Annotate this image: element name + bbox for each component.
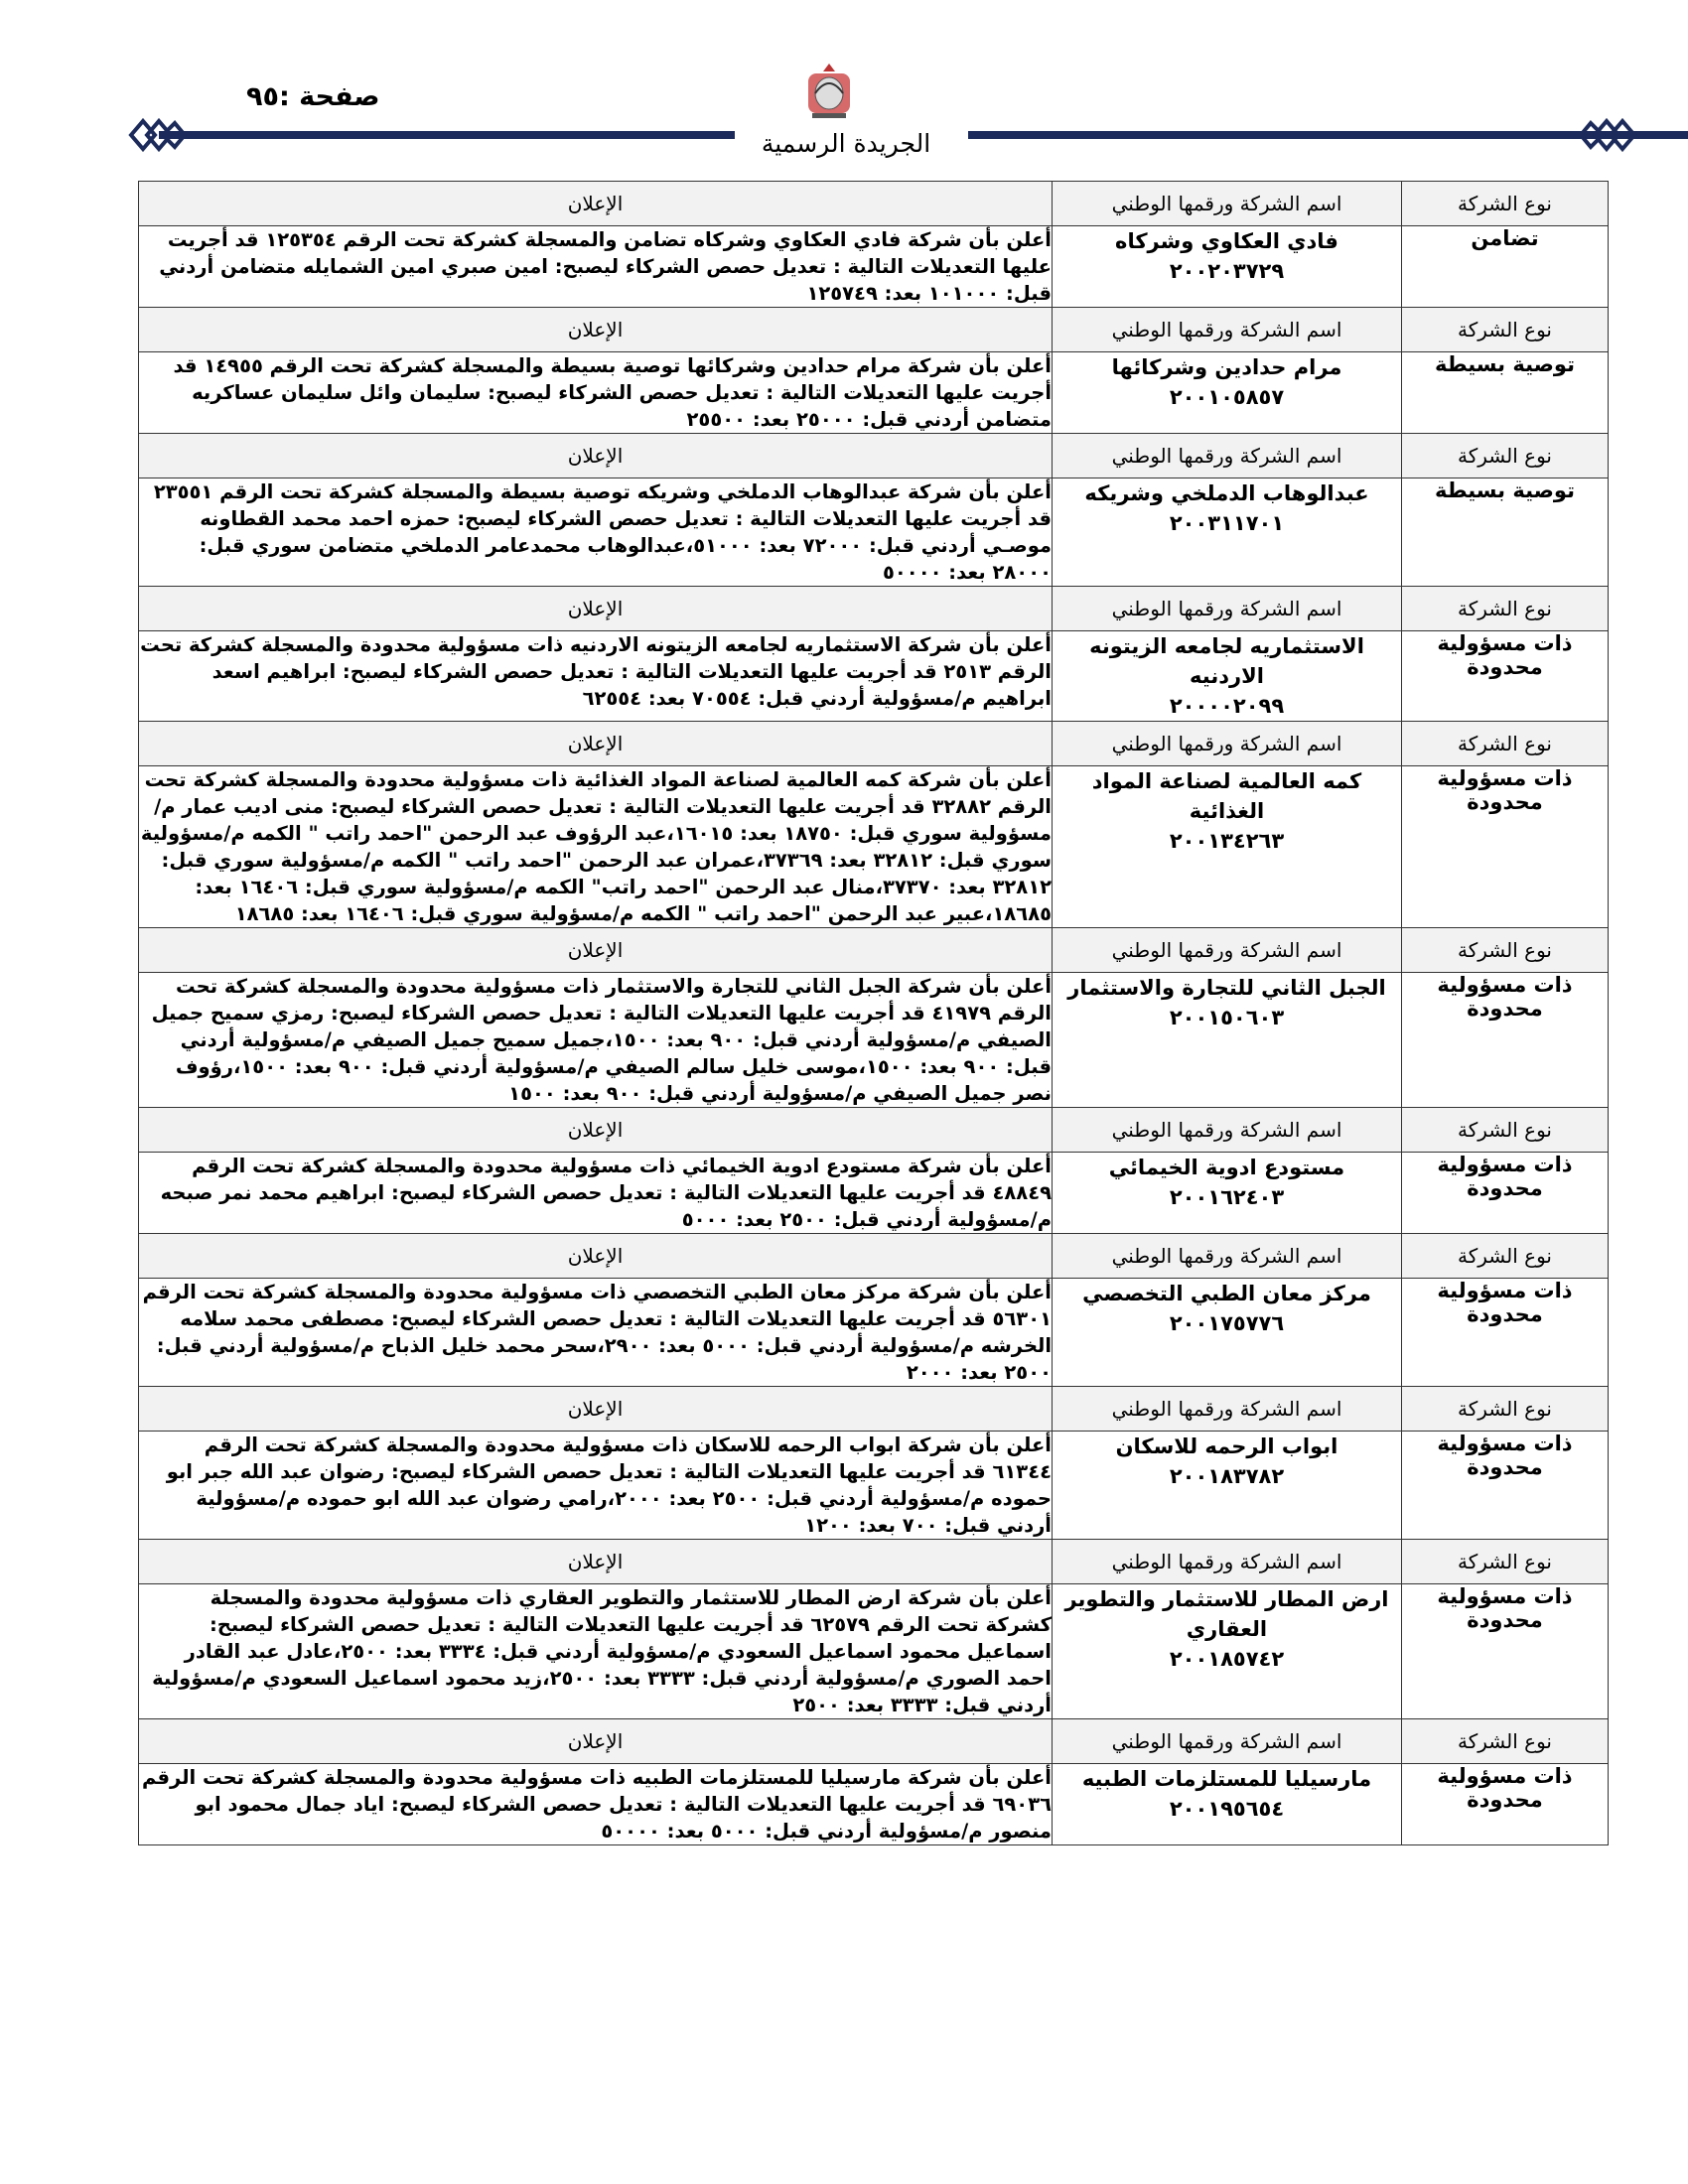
announcement-text: أعلن بأن شركة ارض المطار للاستثمار والتطوير العقاري ذات مسؤولية محدودة والمسجلة كشركة تحت الرقم ٦٢٥٧٩ قد أجريت عليها التعديلات التالية : تعديل حصص الشركاء ليصبح: اسماعيل محمود اسماعيل السعودي م/مسؤولية أردني قبل: ٣٣٣٤ بعد: ٢٥٠٠،عادل عبد القادر احمد الصوري م/مسؤولية أردني قبل: ٣٣٣٣ بعد: ٢٥٠٠،زيد محمود اسماعيل السعودي م/مسؤولية أردني قبل: ٣٣٣٣ بعد: ٢٥٠٠ — [139, 1584, 1053, 1719]
company-type: ذات مسؤولية محدودة — [1402, 631, 1609, 722]
company-name: مركز معان الطبي التخصصي — [1082, 1282, 1371, 1305]
table-header-row — [139, 722, 1609, 766]
company-name: ابواب الرحمه للاسكان — [1115, 1434, 1338, 1458]
column-header-type: نوع الشركة — [1402, 1387, 1609, 1432]
table-row — [139, 766, 1609, 928]
table-row — [139, 478, 1609, 587]
announcement-text: أعلن بأن شركة مركز معان الطبي التخصصي ذات مسؤولية محدودة والمسجلة كشركة تحت الرقم ٥٦٣٠١ قد أجريت عليها التعديلات التالية : تعديل حصص الشركاء ليصبح: مصطفى محمد سلامه الخرشه م/مسؤولية أردني قبل: ٥٠٠٠ بعد: ٢٩٠٠،سحر محمد خليل الذباح م/مسؤولية أردني قبل: ٢٥٠٠ بعد: ٢٠٠٠ — [139, 1279, 1053, 1387]
company-type: تضامن — [1402, 226, 1609, 308]
company-type: ذات مسؤولية محدودة — [1402, 1279, 1609, 1387]
table-header-row — [139, 1108, 1609, 1153]
column-header-announcement: الإعلان — [139, 308, 1053, 352]
table-header-row — [139, 434, 1609, 478]
column-header-name: اسم الشركة ورقمها الوطني — [1053, 1387, 1402, 1432]
table-header-row — [139, 182, 1609, 226]
column-header-type: نوع الشركة — [1402, 587, 1609, 631]
announcement-text: أعلن بأن شركة الاستثماريه لجامعه الزيتونه الاردنيه ذات مسؤولية محدودة والمسجلة كشركة تحت الرقم ٢٥١٣ قد أجريت عليها التعديلات التالية : تعديل حصص الشركاء ليصبح: ابراهيم اسعد ابراهيم م/مسؤولية أردني قبل: ٧٠٥٥٤ بعد: ٦٢٥٥٤ — [139, 631, 1053, 722]
table-header-row — [139, 308, 1609, 352]
gazette-title: الجريدة الرسمية — [761, 129, 931, 158]
national-id: ٢٠٠٣١١٧٠١ — [1169, 511, 1285, 535]
company-name: ارض المطار للاستثمار والتطوير العقاري — [1064, 1587, 1389, 1641]
national-id: ٢٠٠٠٠٢٠٩٩ — [1169, 694, 1285, 718]
column-header-name: اسم الشركة ورقمها الوطني — [1053, 1108, 1402, 1153]
table-row — [139, 226, 1609, 308]
company-name: كمه العالمية لصناعة المواد الغذائية — [1091, 769, 1362, 823]
announcement-text: أعلن بأن شركة مستودع ادوية الخيمائي ذات مسؤولية محدودة والمسجلة كشركة تحت الرقم ٤٨٨٤٩ قد أجريت عليها التعديلات التالية : تعديل حصص الشركاء ليصبح: ابراهيم محمد نمر صبحه م/مسؤولية أردني قبل: ٢٥٠٠ بعد: ٥٠٠٠ — [139, 1153, 1053, 1234]
table-row — [139, 1153, 1609, 1234]
column-header-type: نوع الشركة — [1402, 182, 1609, 226]
company-type: توصية بسيطة — [1402, 478, 1609, 587]
column-header-announcement: الإعلان — [139, 434, 1053, 478]
table-row — [139, 973, 1609, 1108]
national-id: ٢٠٠١٦٢٤٠٣ — [1169, 1185, 1285, 1209]
company-type: ذات مسؤولية محدودة — [1402, 973, 1609, 1108]
company-name-cell — [1053, 1279, 1402, 1387]
company-name-cell — [1053, 766, 1402, 928]
table-header-row — [139, 1719, 1609, 1764]
national-id: ٢٠٠١٨٥٧٤٢ — [1169, 1647, 1285, 1671]
ornament-knot-icon — [1579, 117, 1638, 153]
column-header-name: اسم الشركة ورقمها الوطني — [1053, 1540, 1402, 1584]
announcements-table — [139, 181, 1609, 1845]
announcement-text: أعلن بأن شركة ابواب الرحمه للاسكان ذات مسؤولية محدودة والمسجلة كشركة تحت الرقم ٦١٣٤٤ قد أجريت عليها التعديلات التالية : تعديل حصص الشركاء ليصبح: رضوان عبد الله جبر ابو حموده م/مسؤولية أردني قبل: ٢٥٠٠ بعد: ٢٠٠٠،رامي رضوان عبد الله ابو حموده م/مسؤولية أردني قبل: ٧٠٠ بعد: ١٢٠٠ — [139, 1432, 1053, 1540]
company-name-cell — [1053, 226, 1402, 308]
table-row — [139, 631, 1609, 722]
column-header-name: اسم الشركة ورقمها الوطني — [1053, 928, 1402, 973]
company-type: توصية بسيطة — [1402, 352, 1609, 434]
column-header-announcement: الإعلان — [139, 1719, 1053, 1764]
national-id: ٢٠٠١٥٠٦٠٣ — [1169, 1006, 1285, 1029]
company-type: ذات مسؤولية محدودة — [1402, 1153, 1609, 1234]
national-id: ٢٠٠١٧٥٧٧٦ — [1169, 1311, 1285, 1335]
company-type: ذات مسؤولية محدودة — [1402, 1584, 1609, 1719]
column-header-announcement: الإعلان — [139, 1387, 1053, 1432]
table-header-row — [139, 1540, 1609, 1584]
company-name: عبدالوهاب الدملخي وشريكه — [1084, 481, 1369, 505]
announcement-text: أعلن بأن شركة كمه العالمية لصناعة المواد الغذائية ذات مسؤولية محدودة والمسجلة كشركة تحت الرقم ٣٢٨٨٢ قد أجريت عليها التعديلات التالية : تعديل حصص الشركاء ليصبح: منى اديب عمار م/مسؤولية سوري قبل: ١٨٧٥٠ بعد: ١٦٠١٥،عبد الرؤوف عبد الرحمن "احمد راتب " الكمه م/مسؤولية سوري قبل: ٣٢٨١٢ بعد: ٣٧٣٦٩،عمران عبد الرحمن "احمد راتب " الكمه م/مسؤولية سوري قبل: ٣٢٨١٢ بعد: ٣٧٣٧٠،منال عبد الرحمن "احمد راتب" الكمه م/مسؤولية سوري قبل: ١٦٤٠٦ بعد: ١٨٦٨٥،عبير عبد الرحمن "احمد راتب " الكمه م/مسؤولية سوري قبل: ١٦٤٠٦ بعد: ١٨٦٨٥ — [139, 766, 1053, 928]
company-name-cell — [1053, 352, 1402, 434]
table-row — [139, 1584, 1609, 1719]
crest-icon — [794, 60, 864, 123]
column-header-name: اسم الشركة ورقمها الوطني — [1053, 1719, 1402, 1764]
company-name: الجبل الثاني للتجارة والاستثمار — [1067, 976, 1386, 1000]
column-header-type: نوع الشركة — [1402, 1108, 1609, 1153]
column-header-name: اسم الشركة ورقمها الوطني — [1053, 308, 1402, 352]
column-header-type: نوع الشركة — [1402, 1540, 1609, 1584]
column-header-name: اسم الشركة ورقمها الوطني — [1053, 587, 1402, 631]
company-name-cell — [1053, 1153, 1402, 1234]
column-header-type: نوع الشركة — [1402, 1719, 1609, 1764]
column-header-announcement: الإعلان — [139, 1540, 1053, 1584]
company-name-cell — [1053, 973, 1402, 1108]
table-row — [139, 1432, 1609, 1540]
column-header-type: نوع الشركة — [1402, 722, 1609, 766]
company-type: ذات مسؤولية محدودة — [1402, 766, 1609, 928]
announcement-text: أعلن بأن شركة الجبل الثاني للتجارة والاستثمار ذات مسؤولية محدودة والمسجلة كشركة تحت الرقم ٤١٩٧٩ قد أجريت عليها التعديلات التالية : تعديل حصص الشركاء ليصبح: رمزي سميح جميل الصيفي م/مسؤولية أردني قبل: ٩٠٠ بعد: ١٥٠٠،جميل سميح جميل الصيفي م/مسؤولية أردني قبل: ٩٠٠ بعد: ١٥٠٠،موسى خليل سالم الصيفي م/مسؤولية أردني قبل: ٩٠٠ بعد: ١٥٠٠،رؤوف نصر جميل الصيفي م/مسؤولية أردني قبل: ٩٠٠ بعد: ١٥٠٠ — [139, 973, 1053, 1108]
national-id: ٢٠٠١٨٣٧٨٢ — [1169, 1464, 1285, 1488]
table-row — [139, 1764, 1609, 1845]
announcement-text: أعلن بأن شركة عبدالوهاب الدملخي وشريكه توصية بسيطة والمسجلة كشركة تحت الرقم ٢٣٥٥١ قد أجريت عليها التعديلات التالية : تعديل حصص الشركاء ليصبح: حمزه احمد محمد القطاونه موصـي أردني قبل: ٧٢٠٠٠ بعد: ٥١٠٠٠،عبدالوهاب محمدعامر الدملخي متضامن سوري قبل: ٢٨٠٠٠ بعد: ٥٠٠٠٠ — [139, 478, 1053, 587]
header-rule — [159, 131, 735, 139]
national-id: ٢٠٠١٩٥٦٥٤ — [1169, 1797, 1285, 1821]
column-header-announcement: الإعلان — [139, 1108, 1053, 1153]
column-header-announcement: الإعلان — [139, 722, 1053, 766]
column-header-announcement: الإعلان — [139, 182, 1053, 226]
company-name-cell — [1053, 1432, 1402, 1540]
column-header-type: نوع الشركة — [1402, 1234, 1609, 1279]
announcement-text: أعلن بأن شركة مارسيليا للمستلزمات الطبيه ذات مسؤولية محدودة والمسجلة كشركة تحت الرقم ٦٩٠٣٦ قد أجريت عليها التعديلات التالية : تعديل حصص الشركاء ليصبح: اياد جمال محمود ابو منصور م/مسؤولية أردني قبل: ٥٠٠٠ بعد: ٥٠٠٠٠ — [139, 1764, 1053, 1845]
table-header-row — [139, 587, 1609, 631]
company-name: الاستثماريه لجامعه الزيتونه الاردنيه — [1089, 634, 1364, 688]
column-header-name: اسم الشركة ورقمها الوطني — [1053, 1234, 1402, 1279]
company-name: مرام حدادين وشركائها — [1111, 355, 1342, 379]
page-number: صفحة :٩٥ — [246, 81, 380, 112]
table-header-row — [139, 1387, 1609, 1432]
company-type: ذات مسؤولية محدودة — [1402, 1432, 1609, 1540]
column-header-announcement: الإعلان — [139, 587, 1053, 631]
announcement-text: أعلن بأن شركة فادي العكاوي وشركاه تضامن والمسجلة كشركة تحت الرقم ١٢٥٣٥٤ قد أجريت عليها التعديلات التالية : تعديل حصص الشركاء ليصبح: امين صبري امين الشمايله متضامن أردني قبل: ١٠١٠٠٠ بعد: ١٢٥٧٤٩ — [139, 226, 1053, 308]
column-header-announcement: الإعلان — [139, 928, 1053, 973]
company-name: مستودع ادوية الخيمائي — [1108, 1156, 1345, 1179]
column-header-type: نوع الشركة — [1402, 434, 1609, 478]
column-header-announcement: الإعلان — [139, 1234, 1053, 1279]
national-id: ٢٠٠٢٠٣٧٢٩ — [1169, 259, 1285, 283]
announcement-text: أعلن بأن شركة مرام حدادين وشركائها توصية بسيطة والمسجلة كشركة تحت الرقم ١٤٩٥٥ قد أجريت عليها التعديلات التالية : تعديل حصص الشركاء ليصبح: سليمان وائل سليمان عساكريه متضامن أردني قبل: ٢٥٠٠٠ بعد: ٢٥٥٠٠ — [139, 352, 1053, 434]
company-name: مارسيليا للمستلزمات الطبيه — [1081, 1767, 1372, 1791]
national-id: ٢٠٠١٣٤٢٦٣ — [1169, 829, 1285, 853]
table-row — [139, 352, 1609, 434]
company-name-cell — [1053, 1764, 1402, 1845]
table-row — [139, 1279, 1609, 1387]
company-type: ذات مسؤولية محدودة — [1402, 1764, 1609, 1845]
column-header-name: اسم الشركة ورقمها الوطني — [1053, 434, 1402, 478]
company-name-cell — [1053, 631, 1402, 722]
table-header-row — [139, 1234, 1609, 1279]
column-header-type: نوع الشركة — [1402, 308, 1609, 352]
company-name-cell — [1053, 1584, 1402, 1719]
national-id: ٢٠٠١٠٥٨٥٧ — [1169, 385, 1285, 409]
column-header-name: اسم الشركة ورقمها الوطني — [1053, 722, 1402, 766]
table-header-row — [139, 928, 1609, 973]
company-name-cell — [1053, 478, 1402, 587]
column-header-name: اسم الشركة ورقمها الوطني — [1053, 182, 1402, 226]
company-name: فادي العكاوي وشركاه — [1115, 229, 1338, 253]
column-header-type: نوع الشركة — [1402, 928, 1609, 973]
